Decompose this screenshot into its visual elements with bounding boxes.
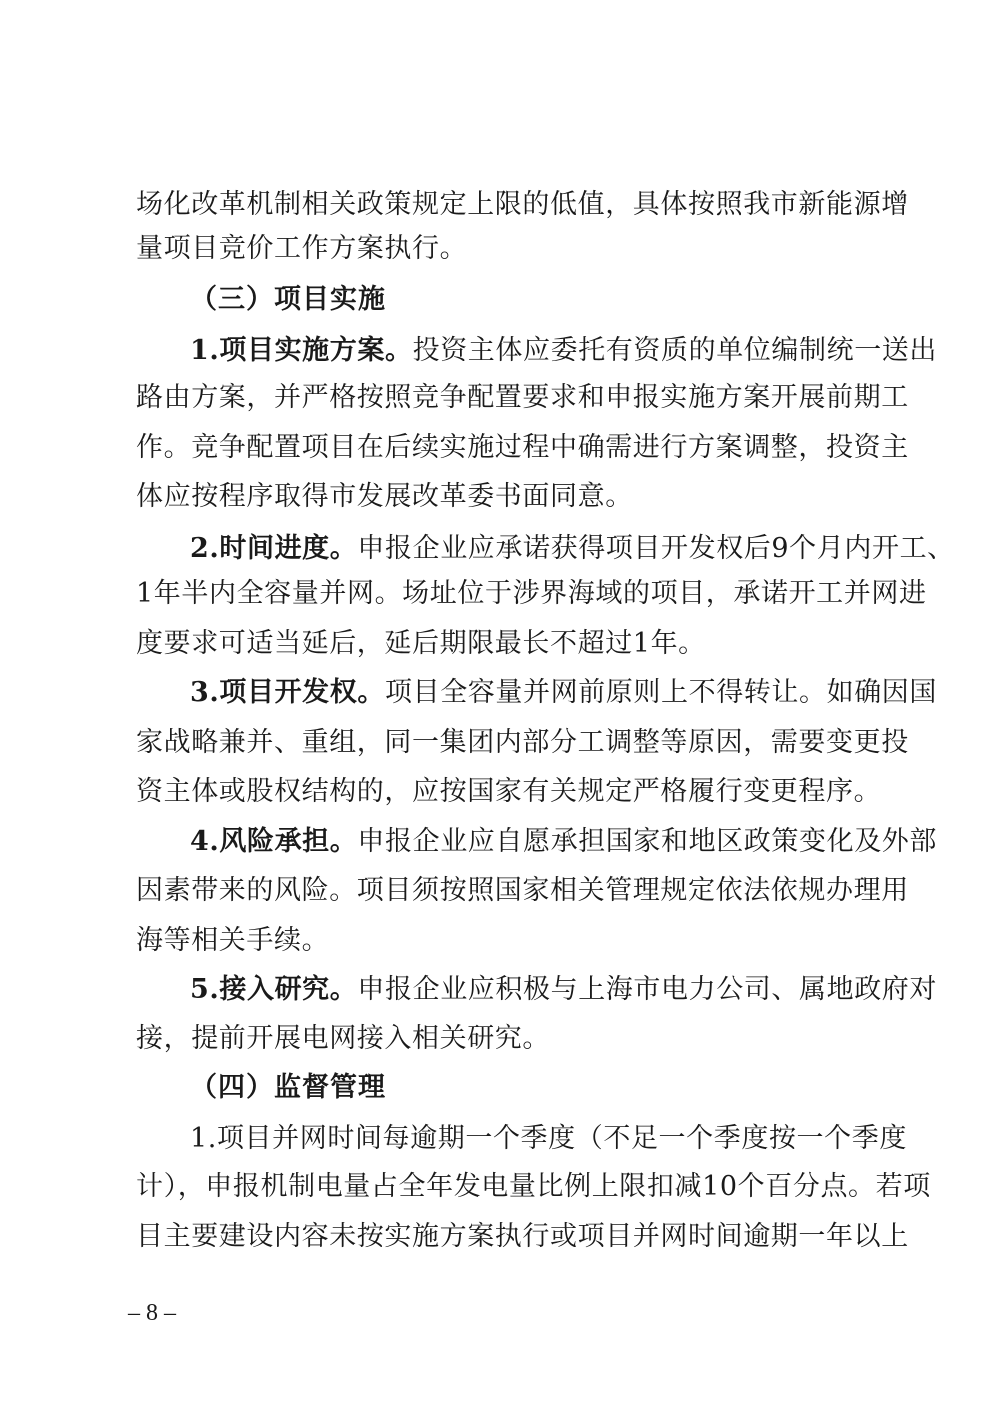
item-5-line: 5.接入研究。申报企业应积极与上海市电力公司、属地政府对 xyxy=(190,974,937,1005)
section-heading-3: （三）项目实施 xyxy=(190,284,386,315)
paragraph-line: 量项目竞价工作方案执行。 xyxy=(136,233,468,264)
paragraph-line: 作。竞争配置项目在后续实施过程中确需进行方案调整，投资主 xyxy=(136,432,909,463)
item-2-title: 2.时间进度。 xyxy=(190,533,358,564)
item-3-title: 3.项目开发权。 xyxy=(190,677,385,708)
paragraph-line: 计），申报机制电量占全年发电量比例上限扣减10个百分点。若项 xyxy=(136,1171,931,1202)
paragraph-line: 1年半内全容量并网。场址位于涉界海域的项目，承诺开工并网进 xyxy=(136,578,927,609)
paragraph-line: 场化改革机制相关政策规定上限的低值，具体按照我市新能源增 xyxy=(136,189,909,220)
paragraph-line: 目主要建设内容未按实施方案执行或项目并网时间逾期一年以上 xyxy=(136,1221,909,1252)
item-3-line: 3.项目开发权。项目全容量并网前原则上不得转让。如确因国 xyxy=(190,677,937,708)
paragraph-line: 1.项目并网时间每逾期一个季度（不足一个季度按一个季度 xyxy=(190,1123,907,1154)
paragraph-line: 因素带来的风险。项目须按照国家相关管理规定依法依规办理用 xyxy=(136,875,909,906)
item-1-line: 1.项目实施方案。投资主体应委托有资质的单位编制统一送出 xyxy=(190,335,937,366)
section-heading-4: （四）监督管理 xyxy=(190,1072,386,1103)
paragraph-line: 资主体或股权结构的，应按国家有关规定严格履行变更程序。 xyxy=(136,776,882,807)
item-4-line: 4.风险承担。申报企业应自愿承担国家和地区政策变化及外部 xyxy=(190,826,937,857)
item-2-line: 2.时间进度。申报企业应承诺获得项目开发权后9个月内开工、 xyxy=(190,533,955,564)
paragraph-line: 接，提前开展电网接入相关研究。 xyxy=(136,1023,550,1054)
paragraph-line: 家战略兼并、重组，同一集团内部分工调整等原因，需要变更投 xyxy=(136,727,909,758)
item-5-title: 5.接入研究。 xyxy=(190,974,358,1005)
paragraph-line: 度要求可适当延后，延后期限最长不超过1年。 xyxy=(136,628,706,659)
paragraph-line: 海等相关手续。 xyxy=(136,925,330,956)
paragraph-line: 体应按程序取得市发展改革委书面同意。 xyxy=(136,481,633,512)
item-1-title: 1.项目实施方案。 xyxy=(190,335,413,366)
item-4-title: 4.风险承担。 xyxy=(190,826,358,857)
page-number: – 8 – xyxy=(128,1300,176,1326)
paragraph-line: 路由方案，并严格按照竞争配置要求和申报实施方案开展前期工 xyxy=(136,382,909,413)
